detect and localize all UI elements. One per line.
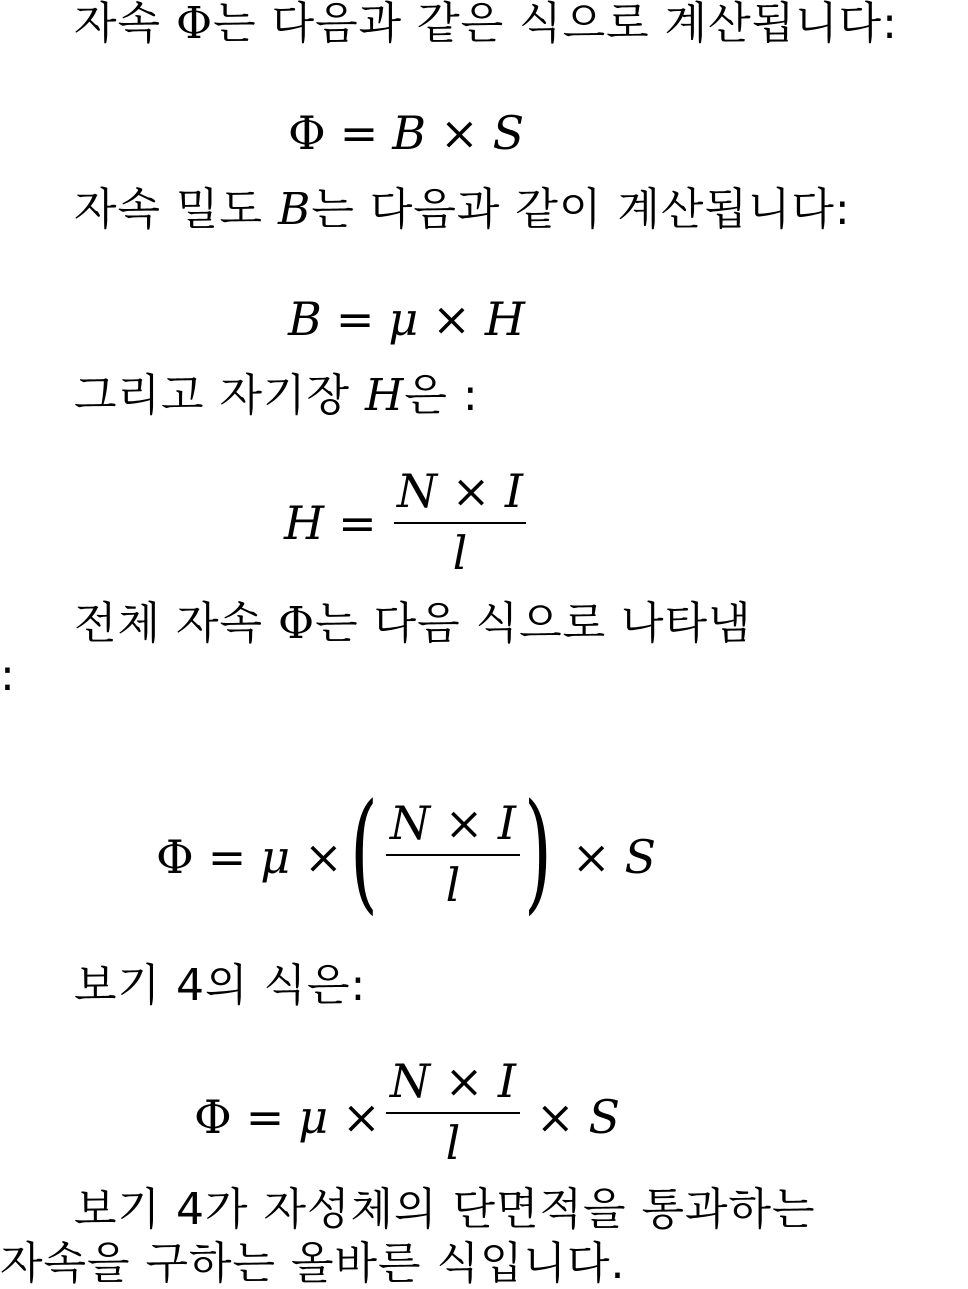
eq4-times-2: × bbox=[572, 830, 611, 884]
text-line-5: 보기 4의 식은: bbox=[74, 960, 367, 1011]
eq4-fraction bbox=[386, 796, 520, 912]
text-line-1-pre: 자속 bbox=[74, 0, 176, 49]
equation-total-flux-rhs bbox=[558, 830, 657, 884]
text-line-4 bbox=[74, 598, 752, 649]
text-line-4-post: 는 다음 식으로 나타냄 bbox=[315, 598, 752, 649]
equation-option-4-rhs bbox=[522, 1090, 621, 1144]
eq1-lhs: Φ bbox=[288, 106, 326, 160]
eq2-lhs: B bbox=[288, 292, 322, 346]
eq1-b: B bbox=[392, 106, 427, 160]
eq4-left-paren: ( bbox=[350, 775, 378, 927]
eq2-mu: μ bbox=[388, 292, 419, 346]
eq1-equals: = bbox=[339, 106, 379, 160]
eq4-mu: μ bbox=[260, 830, 291, 884]
eq4-s: S bbox=[624, 830, 657, 884]
symbol-phi: Φ bbox=[176, 0, 214, 49]
eq3-numerator: N × I bbox=[396, 464, 524, 518]
eq2-equals: = bbox=[335, 292, 375, 346]
eq2-times: × bbox=[432, 292, 471, 346]
eq5-mu: μ bbox=[298, 1090, 329, 1144]
text-line-3-pre: 그리고 자기장 bbox=[74, 370, 365, 421]
eq4-equals: = bbox=[207, 830, 247, 884]
eq1-s: S bbox=[492, 106, 525, 160]
eq4-numerator: N × I bbox=[389, 796, 517, 850]
eq3-fraction bbox=[394, 464, 526, 580]
eq4-right-paren: ) bbox=[524, 775, 552, 927]
eq4-times: × bbox=[304, 830, 343, 884]
text-line-3 bbox=[74, 370, 479, 421]
eq1-times: × bbox=[440, 106, 479, 160]
eq5-equals: = bbox=[245, 1090, 285, 1144]
eq5-fraction bbox=[386, 1054, 520, 1170]
text-line-3-post: 은 : bbox=[404, 370, 479, 421]
eq5-denominator: l bbox=[386, 1112, 520, 1166]
eq5-times-2: × bbox=[536, 1090, 575, 1144]
eq3-lhs: H bbox=[284, 496, 325, 550]
eq5-lhs: Φ bbox=[194, 1090, 232, 1144]
text-line-2-post: 는 다음과 같이 계산됩니다: bbox=[311, 184, 851, 235]
equation-field-lhs bbox=[284, 496, 391, 550]
text-line-4-colon: : bbox=[0, 650, 16, 701]
text-line-2 bbox=[74, 184, 851, 235]
eq4-lhs: Φ bbox=[156, 830, 194, 884]
text-line-2-pre: 자속 밀도 bbox=[74, 184, 278, 235]
eq3-denominator: l bbox=[394, 522, 526, 576]
text-line-1 bbox=[74, 0, 898, 49]
equation-flux bbox=[288, 106, 525, 160]
text-line-1-post: 는 다음과 같은 식으로 계산됩니다: bbox=[213, 0, 898, 49]
symbol-phi-2: Φ bbox=[278, 598, 316, 649]
text-line-4-pre: 전체 자속 bbox=[74, 598, 278, 649]
equation-flux-density bbox=[288, 292, 525, 346]
symbol-h: H bbox=[365, 370, 405, 421]
text-line-6: 보기 4가 자성체의 단면적을 통과하는 bbox=[74, 1184, 816, 1235]
eq5-s: S bbox=[588, 1090, 621, 1144]
eq5-numerator: N × I bbox=[389, 1054, 517, 1108]
eq2-h: H bbox=[484, 292, 525, 346]
eq3-equals: = bbox=[338, 496, 377, 550]
eq5-times: × bbox=[342, 1090, 381, 1144]
text-line-7: 자속을 구하는 올바른 식입니다. bbox=[0, 1238, 626, 1289]
equation-option-4-lhs bbox=[194, 1090, 395, 1144]
equation-total-flux-lhs bbox=[156, 830, 357, 884]
eq4-denominator: l bbox=[386, 854, 520, 908]
symbol-b: B bbox=[278, 184, 312, 235]
